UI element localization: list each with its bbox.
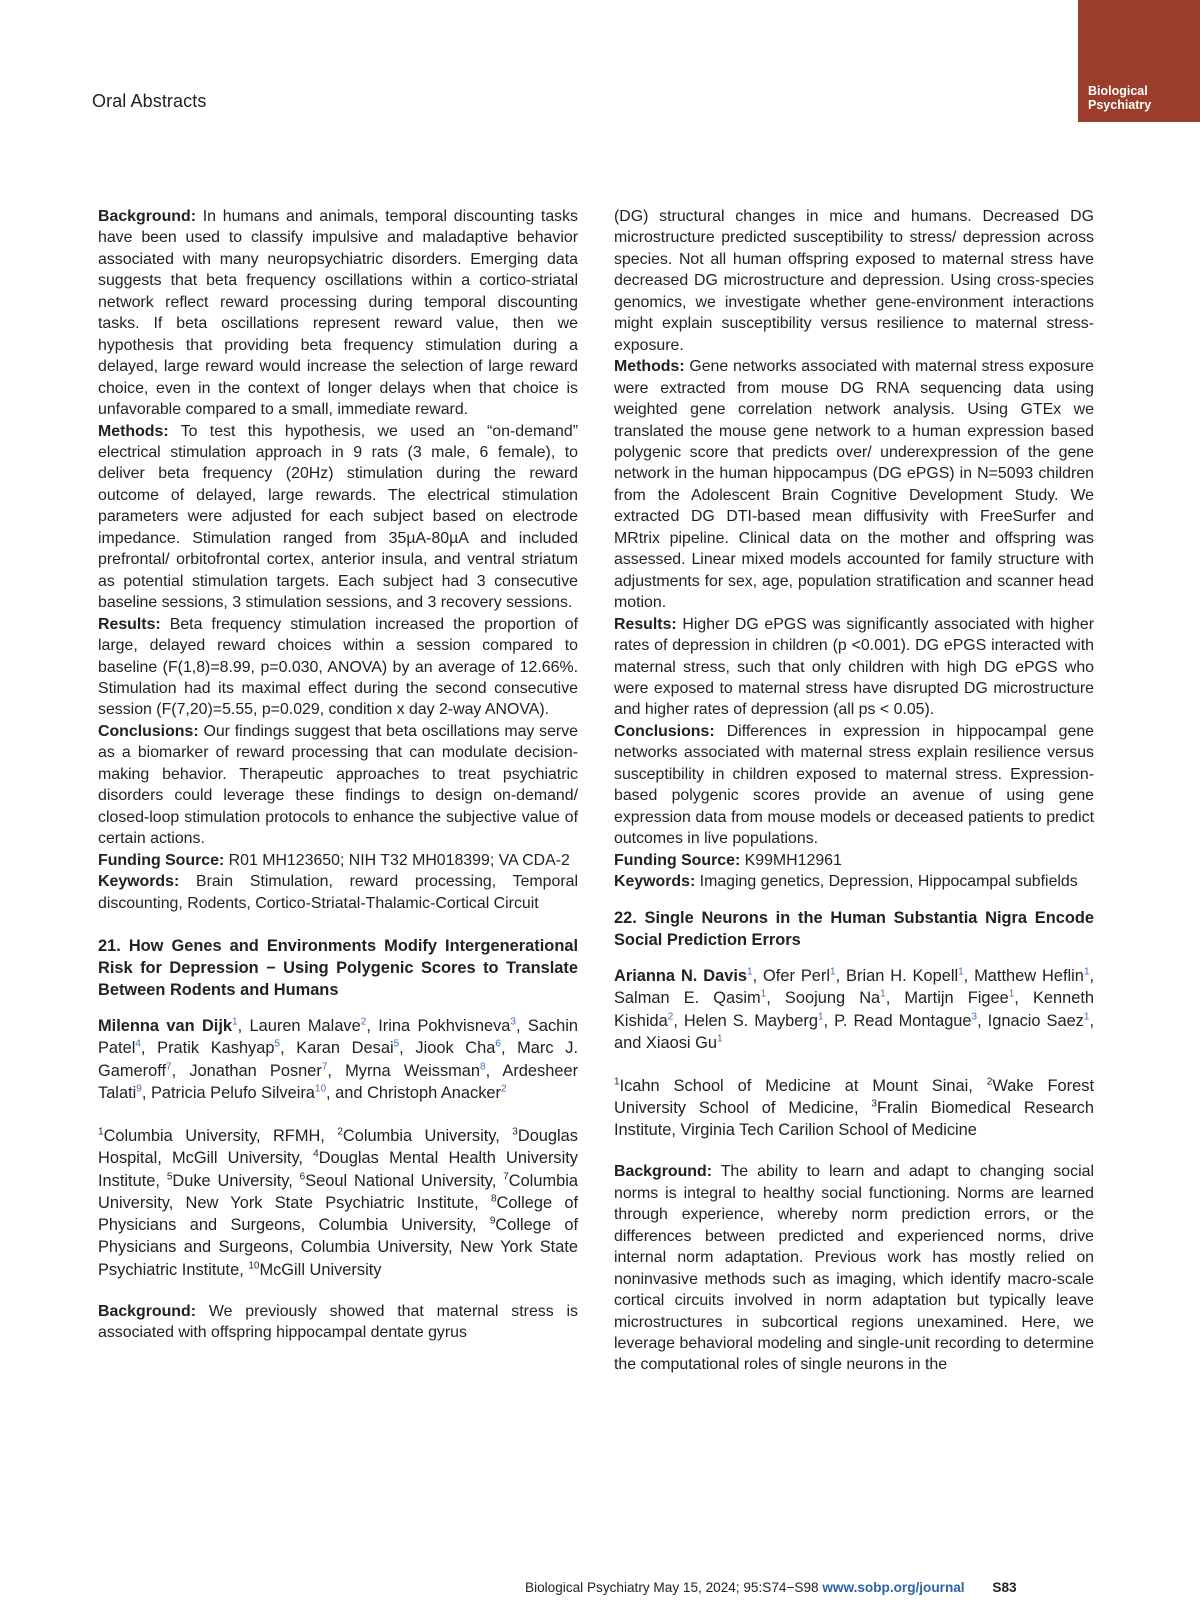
abstract-22-affiliations xyxy=(614,1075,1094,1142)
author xyxy=(151,1084,326,1102)
affiliation-marker: 7 xyxy=(503,1171,509,1183)
author-affiliation-marker: 4 xyxy=(135,1038,141,1050)
affiliation-marker: 2 xyxy=(986,1076,993,1088)
author-name: Ignacio Saez xyxy=(987,1011,1084,1030)
section-header: Oral Abstracts xyxy=(92,91,207,111)
methods-text: To test this hypothesis, we used an “on-demand” electrical stimulation approach in 9 rats (3 male, 6 female), to deliver beta frequency (20Hz) stimulation during the reward outcome of delayed, large rewards. The electrical stimulation parameters were adjusted for each subject based on electrode impedance. Stimulation ranged from 35µA-80µA and included prefrontal/ orbitofrontal cortex, anterior insula, and ventral striatum as potential stimulation targets. Each subject had 3 consecutive baseline sessions, 3 stimulation sessions, and 3 recovery sessions. xyxy=(98,422,578,612)
author-affiliation-marker: 1 xyxy=(747,966,753,978)
affiliation-marker: 9 xyxy=(489,1215,496,1227)
author-name: Soojung Na xyxy=(784,989,881,1007)
journal-name-line2: Psychiatry xyxy=(1088,98,1152,112)
affiliation-text: Douglas Hospital, McGill University, xyxy=(98,1126,578,1168)
affiliation-marker: 5 xyxy=(166,1171,173,1183)
author xyxy=(189,1062,327,1080)
keywords-text: Brain Stimulation, reward processing, Temporal discounting, Rodents, Cortico-Striatal-Thalamic-Cortical Circuit xyxy=(98,873,578,912)
affiliation-text: Seoul National University, xyxy=(305,1171,504,1190)
journal-name-line1: Biological xyxy=(1088,84,1148,98)
author-affiliation-marker: 7 xyxy=(166,1061,172,1073)
abstract-21-funding-text: K99MH12961 xyxy=(744,851,842,869)
author xyxy=(415,1039,501,1057)
author-name: Arianna N. Davis xyxy=(614,966,747,985)
author-name: Irina Pokhvisneva xyxy=(378,1016,511,1035)
author-affiliation-marker: 1 xyxy=(817,1011,824,1023)
affiliation-marker: 3 xyxy=(512,1126,518,1138)
author-affiliation-marker: 1 xyxy=(958,966,964,978)
affiliation-text: Wake Forest University School of Medicine, xyxy=(614,1076,1094,1117)
author-name: Jiook Cha xyxy=(415,1039,496,1058)
author xyxy=(614,989,766,1007)
author-affiliation-marker: 5 xyxy=(274,1038,281,1050)
abstract-21-results-label: Results: xyxy=(614,615,677,633)
results-text: Beta frequency stimulation increased the proportion of large, delayed reward choices within a session compared to baseline (F(1,8)=8.99, p=0.030, ANOVA) by an average of 12.66%. Stimulation had its maximal effect during the second consecutive session (F(7,20)=5.55, p=0.029, condition x day 2-way ANOVA). xyxy=(98,615,578,719)
abstract-21-funding-paragraph xyxy=(614,850,1094,871)
author xyxy=(157,1039,280,1057)
author-affiliation-marker: 5 xyxy=(393,1038,400,1050)
author xyxy=(904,989,1014,1007)
author-name: Pratik Kashyap xyxy=(157,1039,275,1058)
author-affiliation-marker: 9 xyxy=(136,1083,142,1095)
affiliation-text: Fralin Biomedical Research Institute, Virginia Tech Carilion School of Medicine xyxy=(614,1098,1094,1140)
author-name: Helen S. Mayberg xyxy=(683,1011,818,1030)
affiliation-text: Icahn School of Medicine at Mount Sinai, xyxy=(619,1076,987,1095)
author-affiliation-marker: 2 xyxy=(667,1011,674,1023)
abstract-22-authors: Arianna N. Davis$^1$, Ofer Perl$^1$, Brian H. Kopell$^1$, Matthew Heflin$^1$, Salman E. Qasim$^1$, Soojung Na$^1$, Martijn Figee$^1$, Kenneth Kishida$^2$, Helen S. Mayberg$^1$, P. Read Montague$^3$, Ignacio Saez$^1$, and Xiaosi Gu$^1$ xyxy=(614,966,1095,1052)
author-name: Myrna Weissman xyxy=(345,1061,481,1080)
affiliation-text: Douglas Mental Health University Institute, xyxy=(98,1149,578,1190)
author-name: Lauren Malave xyxy=(249,1016,361,1035)
abstract-21-results-text: Higher DG ePGS was significantly associated with higher rates of depression in children (p <0.001). DG ePGS interacted with maternal stress, such that only children with high DG ePGS who were exposed to maternal stress have disrupted DG microstructure and higher rates of depression (all ps < 0.05). xyxy=(614,615,1094,719)
abstract-22-background-text: The ability to learn and adapt to changing social norms is integral to healthy social functioning. Norms are learned through experience, whereby norm prediction errors, or the differences between predicted and experienced norms, drive internal norm adaptation. Previous work has mostly relied on noninvasive methods such as imaging, which identify macro-scale cortical circuits involved in norm adaptation but typically leave microstructures in subcortical regions unexamined. Here, we leverage behavioral modeling and single-unit recording to determine the computational roles of single neurons in the xyxy=(614,1163,1094,1374)
author-name: Xiaosi Gu xyxy=(645,1034,717,1052)
author-affiliation-marker: 6 xyxy=(495,1038,501,1050)
affiliation-marker: 1 xyxy=(98,1126,104,1138)
abstract-21-results-paragraph xyxy=(614,614,1094,721)
author-name: Brian H. Kopell xyxy=(846,966,959,985)
author-name: Milenna van Dijk xyxy=(98,1016,233,1035)
author-affiliation-marker: 1 xyxy=(880,988,886,1000)
author-affiliation-marker: 10 xyxy=(314,1083,327,1095)
author-name: Ardesheer Talati xyxy=(98,1061,579,1103)
affiliation-text: Columbia University, RFMH, xyxy=(103,1126,338,1145)
affiliation-marker: 4 xyxy=(313,1148,319,1160)
author-affiliation-marker: 8 xyxy=(480,1061,486,1073)
author xyxy=(614,967,753,985)
author xyxy=(785,989,886,1007)
author xyxy=(345,1062,485,1080)
author-affiliation-marker: 3 xyxy=(971,1011,978,1023)
author-name: Martijn Figee xyxy=(904,989,1009,1007)
author xyxy=(378,1017,516,1035)
abstract-21-background-continued: (DG) structural changes in mice and humans. Decreased DG microstructure predicted susceptibility to stress/ depression across species. Not all human offspring exposed to maternal stress have decreased DG microstructure and depression. Using cross-species genomics, we investigate whether gene-environment interactions might explain susceptibility versus resilience to maternal stress-exposure. xyxy=(614,208,1094,354)
author-affiliation-marker: 1 xyxy=(232,1016,238,1028)
author-name: Ofer Perl xyxy=(763,966,830,985)
abstract-21-background-paragraph xyxy=(98,1301,578,1344)
author-affiliation-marker: 1 xyxy=(716,1033,723,1045)
abstract-21-keywords-paragraph xyxy=(614,871,1094,892)
funding-label: Funding Source: xyxy=(98,851,225,869)
abstract-21-affiliations xyxy=(98,1125,578,1281)
right-column xyxy=(614,206,1094,1376)
background-paragraph xyxy=(98,206,578,421)
author-affiliation-marker: 3 xyxy=(510,1016,516,1028)
abstract-21-methods-paragraph xyxy=(614,356,1094,613)
author-affiliation-marker: 1 xyxy=(1083,966,1090,978)
author-affiliation-marker: 1 xyxy=(760,988,767,1000)
abstract-21-background-text: We previously showed that maternal stress is associated with offspring hippocampal dentate gyrus xyxy=(98,1303,578,1342)
author-name: P. Read Montague xyxy=(834,1011,972,1030)
abstract-21-methods-text: Gene networks associated with maternal stress exposure were extracted from mouse DG RNA sequencing data using weighted gene correlation network analysis. Using GTEx we translated the mouse gene network to a human expression based polygenic score that predicts over/ underexpression of the gene network in the human hippocampus (DG ePGS) in N=5093 children from the Adolescent Brain Cognitive Development Study. We extracted DG DTI-based mean diffusivity with FreeSurfer and MRtrix pipeline. Clinical data on the mother and offspring was assessed. Linear mixed models accounted for family structure with adjustments for sex, age, population stratification and scanner head motion. xyxy=(614,358,1094,612)
abstract-21-keywords-label: Keywords: xyxy=(614,873,696,891)
author-name: Karan Desai xyxy=(296,1039,394,1058)
abstract-21-authors: Milenna van Dijk$^1$, Lauren Malave$^2$, Irina Pokhvisneva$^3$, Sachin Patel$^4$, Pratik Kashyap$^5$, Karan Desai$^5$, Jiook Cha$^6$, Marc J. Gameroff$^7$, Jonathan Posner$^7$, Myrna Weissman$^8$, Ardesheer Talati$^9$, Patricia Pelufo Silveira$^{10}$, and Christoph Anacker$^2$ xyxy=(98,1016,579,1103)
abstract-22-title: 22. Single Neurons in the Human Substantia Nigra Encode Social Prediction Errors xyxy=(614,908,1094,949)
keywords-label: Keywords: xyxy=(98,873,180,891)
author xyxy=(367,1084,507,1102)
author-name: Patricia Pelufo Silveira xyxy=(150,1084,315,1103)
affiliation-text: Columbia University, xyxy=(342,1126,513,1145)
affiliation-marker: 6 xyxy=(299,1171,306,1183)
abstract-22-background-paragraph xyxy=(614,1161,1094,1376)
conclusions-paragraph xyxy=(98,721,578,850)
abstract-21-conclusions-text: Differences in expression in hippocampal gene networks associated with maternal stress explain resilience versus susceptibility in children exposed to maternal stress. Expression-based polygenic scores provide an avenue of using gene expression data from mouse models or deceased patients to predict outcomes in live populations. xyxy=(614,722,1094,848)
keywords-paragraph xyxy=(98,871,578,914)
abstract-21-methods-label: Methods: xyxy=(614,358,685,376)
background-text: In humans and animals, temporal discounting tasks have been used to classify impulsive and maladaptive behavior associated with many neuropsychiatric disorders. Emerging data suggests that beta frequency oscillations within a cortico-striatal network reflect reward processing during temporal discounting tasks. If beta oscillations represent reward value, then we hypothesis that providing beta frequency stimulation during a delayed, large reward would increase the selection of large reward choice, even in the context of longer delays when that choice is unfavorable compared to a small, immediate reward. xyxy=(98,208,578,419)
author-name: Christoph Anacker xyxy=(367,1084,501,1103)
methods-paragraph xyxy=(98,421,578,614)
results-paragraph xyxy=(98,614,578,721)
author-name: Marc J. Gameroff xyxy=(98,1039,578,1080)
affiliation-marker: 10 xyxy=(248,1260,260,1272)
page-number: S83 xyxy=(992,1580,1017,1595)
funding-paragraph xyxy=(98,850,578,871)
author xyxy=(98,1017,238,1035)
abstract-21-funding-label: Funding Source: xyxy=(614,851,741,869)
results-label: Results: xyxy=(98,615,161,633)
page-footer xyxy=(525,1580,1017,1595)
author-affiliation-marker: 2 xyxy=(360,1016,367,1028)
author-affiliation-marker: 1 xyxy=(1008,988,1015,1000)
author-name: Salman E. Qasim xyxy=(614,989,761,1007)
affiliation-text: College of Physicians and Surgeons, Columbia University, xyxy=(98,1193,579,1235)
abstract-21-conclusions-label: Conclusions: xyxy=(614,722,715,740)
author xyxy=(646,1034,723,1052)
conclusions-text: Our findings suggest that beta oscillations may serve as a biomarker of reward processing that can modulate decision-making behavior. Therapeutic approaches to treat psychiatric disorders could leverage these findings to design on-demand/ closed-loop stimulation protocols to enhance the subjective value of certain actions. xyxy=(98,722,579,848)
author xyxy=(834,1012,977,1030)
author xyxy=(974,967,1089,985)
author xyxy=(988,1012,1090,1030)
author-affiliation-marker: 7 xyxy=(321,1061,328,1073)
abstract-21-title: 21. How Genes and Environments Modify Intergenerational Risk for Depression − Using Polygenic Scores to Translate Between Rodents and Humans xyxy=(98,936,578,999)
footer-journal-link[interactable]: www.sobp.org/journal xyxy=(822,1580,965,1595)
author-name: Sachin Patel xyxy=(98,1016,579,1058)
affiliation-marker: 8 xyxy=(490,1193,497,1205)
affiliation-marker: 2 xyxy=(337,1126,343,1138)
abstract-22-background-label: Background: xyxy=(614,1163,712,1181)
left-column xyxy=(98,206,578,1344)
abstract-21-conclusions-paragraph xyxy=(614,721,1094,850)
author-name: Jonathan Posner xyxy=(189,1061,322,1080)
author-name: Kenneth Kishida xyxy=(614,989,1095,1030)
affiliation-text: Duke University, xyxy=(172,1171,300,1190)
author xyxy=(763,967,836,985)
author-affiliation-marker: 2 xyxy=(501,1083,507,1095)
abstract-21-background-label: Background: xyxy=(98,1303,196,1321)
author-affiliation-marker: 1 xyxy=(830,966,836,978)
author xyxy=(296,1039,399,1057)
affiliation-marker: 1 xyxy=(614,1076,620,1088)
affiliation-text: Columbia University, New York State Psychiatric Institute, xyxy=(98,1171,578,1212)
footer-citation: Biological Psychiatry May 15, 2024; 95:S74−S98 xyxy=(525,1580,819,1595)
funding-text: R01 MH123650; NIH T32 MH018399; VA CDA-2 xyxy=(228,851,570,869)
background-label: Background: xyxy=(98,208,196,225)
abstract-21-keywords-text: Imaging genetics, Depression, Hippocampal subfields xyxy=(699,873,1078,891)
affiliation-text: College of Physicians and Surgeons, Columbia University, New York State Psychiatric Institute, xyxy=(98,1216,579,1279)
author xyxy=(846,967,964,985)
author-affiliation-marker: 1 xyxy=(1083,1011,1090,1023)
journal-badge xyxy=(1078,0,1200,122)
affiliation-text: McGill University xyxy=(259,1260,382,1279)
author xyxy=(684,1012,824,1030)
conclusions-label: Conclusions: xyxy=(98,722,199,740)
methods-label: Methods: xyxy=(98,422,169,440)
author-name: Matthew Heflin xyxy=(974,966,1084,985)
affiliation-marker: 3 xyxy=(871,1098,877,1110)
author xyxy=(250,1017,367,1035)
